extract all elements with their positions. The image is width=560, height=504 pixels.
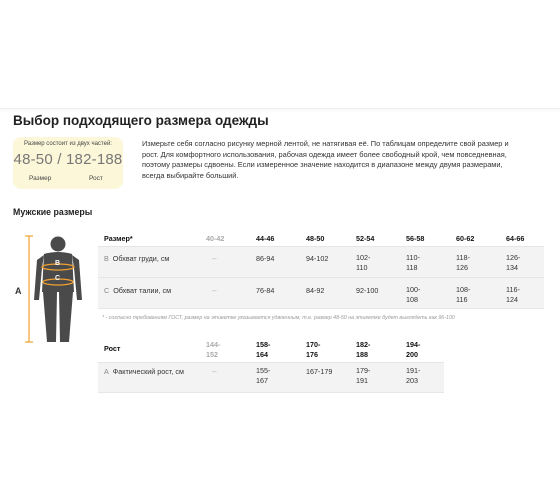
height-row-label bbox=[104, 367, 184, 376]
size-cell: 94-102 bbox=[306, 254, 329, 263]
size-col-header: 56-58 bbox=[406, 234, 425, 243]
size-cell: 100- 108 bbox=[406, 285, 421, 304]
row-letter: A bbox=[104, 367, 109, 376]
height-col-header: 144- 152 bbox=[206, 340, 221, 359]
height-cell: 167-179 bbox=[306, 367, 333, 376]
size-cell: -- bbox=[212, 286, 217, 295]
row-divider bbox=[98, 277, 544, 278]
size-note: Размер состоит из двух частей: bbox=[24, 141, 112, 147]
height-col-header: 194- 200 bbox=[406, 340, 421, 359]
size-row-label bbox=[104, 254, 169, 263]
size-col-header: 64-66 bbox=[506, 234, 525, 243]
size-table-header-label: Размер* bbox=[104, 234, 133, 243]
size-col-header: 60-62 bbox=[456, 234, 475, 243]
size-label: Размер bbox=[29, 175, 52, 182]
size-cell: 116- 124 bbox=[506, 285, 520, 304]
size-cell: -- bbox=[212, 254, 217, 263]
body-measurement-figure bbox=[10, 232, 94, 348]
figure-label-a: A bbox=[15, 286, 22, 296]
height-col-header: 182- 188 bbox=[356, 340, 371, 359]
size-row-label bbox=[104, 286, 171, 295]
height-cell: 179- 191 bbox=[356, 366, 371, 385]
row-label-text: Фактический рост, см bbox=[112, 367, 184, 376]
figure-label-c: C bbox=[55, 275, 61, 282]
height-label: Рост bbox=[89, 175, 103, 182]
size-col-header: 48-50 bbox=[306, 234, 325, 243]
size-example-value: 48-50 / 182-188 bbox=[13, 151, 123, 168]
size-cell: 118- 126 bbox=[456, 253, 470, 272]
height-cell: 155- 167 bbox=[256, 366, 271, 385]
height-cell: -- bbox=[212, 367, 217, 376]
figure-label-b: B bbox=[55, 260, 61, 267]
row-divider bbox=[98, 392, 444, 393]
size-cell: 86-94 bbox=[256, 254, 275, 263]
row-letter: C bbox=[104, 286, 110, 295]
top-band bbox=[0, 0, 560, 109]
size-cell: 76-84 bbox=[256, 286, 275, 295]
mens-sizes-title: Мужские размеры bbox=[13, 207, 93, 217]
height-col-header: 170- 176 bbox=[306, 340, 321, 359]
row-divider bbox=[98, 308, 544, 309]
row-label-text: Обхват груди, см bbox=[112, 254, 170, 263]
page-title: Выбор подходящего размера одежды bbox=[13, 113, 269, 128]
row-letter: B bbox=[104, 254, 109, 263]
footnote: * - согласно требованиям ГОСТ, размер на этикетке указывается удвоенным, т.е. размер 48-50 на этикетке будет выглядеть как 96-100 bbox=[102, 315, 455, 321]
size-cell: 108- 116 bbox=[456, 285, 471, 304]
size-cell: 92-100 bbox=[356, 286, 379, 295]
row-divider bbox=[98, 246, 544, 247]
height-col-header: 158- 164 bbox=[256, 340, 271, 359]
size-col-header: 40-42 bbox=[206, 234, 225, 243]
intro-text: Измерьте себя согласно рисунку мерной лентой, не натягивая её. По таблицам определите свой размер и рост. Для комфортного использования, рабочая одежда имеет более свободный крой, чем повседневная, поэтому размеры сдвоены. Если измеренное значение находится в диапазоне между двумя размерами, всегда выбирайте больший. bbox=[142, 139, 509, 181]
size-cell: 126- 134 bbox=[506, 253, 521, 272]
size-cell: 110- 118 bbox=[406, 253, 420, 272]
size-cell: 84-92 bbox=[306, 286, 325, 295]
height-cell: 191- 203 bbox=[406, 366, 421, 385]
size-example-box bbox=[13, 137, 123, 189]
size-col-header: 52-54 bbox=[356, 234, 375, 243]
row-divider bbox=[98, 362, 444, 363]
row-label-text: Обхват талии, см bbox=[113, 286, 172, 295]
size-col-header: 44-46 bbox=[256, 234, 275, 243]
size-cell: 102- 110 bbox=[356, 253, 371, 272]
height-table-header-label: Рост bbox=[104, 344, 121, 353]
